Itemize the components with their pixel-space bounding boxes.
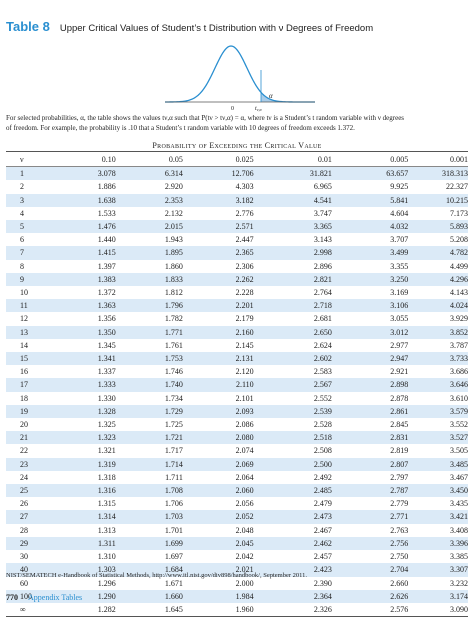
critical-value-cell: 2.718: [300, 299, 376, 312]
critical-value-cell: 1.303: [84, 563, 151, 576]
critical-value-cell: 1.345: [97, 340, 116, 350]
table-row: [6, 246, 468, 259]
critical-value-cell: 2.000: [235, 578, 254, 588]
table-row: [6, 220, 468, 233]
critical-value-cell: 5.893: [436, 220, 468, 233]
critical-value-cell: 1.725: [164, 420, 183, 430]
critical-value-cell: 3.579: [436, 405, 468, 418]
table-body: [6, 167, 468, 617]
degrees-of-freedom-cell: 18: [20, 393, 28, 403]
section-heading: Probability of Exceeding the Critical Value: [152, 141, 322, 150]
critical-value-cell: 1.533: [97, 208, 116, 218]
critical-value-cell: 3.450: [436, 484, 468, 497]
critical-value-cell: 2.920: [164, 182, 183, 192]
table-row: [6, 444, 468, 457]
critical-value-cell: 1.984: [222, 590, 300, 603]
critical-value-cell: 2.660: [390, 578, 409, 588]
table-row: [6, 299, 468, 312]
critical-value-cell: 4.604: [390, 208, 409, 218]
critical-value-cell: 1.328: [84, 405, 151, 418]
critical-value-cell: 2.819: [390, 446, 409, 456]
table-row: [6, 273, 468, 286]
degrees-of-freedom-cell: 100: [6, 590, 84, 603]
critical-value-cell: 2.052: [222, 510, 300, 523]
degrees-of-freedom-cell: 19: [6, 405, 84, 418]
critical-value-cell: 1.796: [151, 299, 222, 312]
column-header-0.005: 0.005: [376, 153, 436, 167]
table-row: [6, 392, 468, 405]
critical-value-cell: 1.397: [97, 261, 116, 271]
critical-value-cell: 3.421: [436, 510, 468, 523]
table-row: [6, 286, 468, 299]
degrees-of-freedom-cell: 25: [6, 484, 84, 497]
degrees-of-freedom-cell: 12: [20, 314, 28, 324]
critical-value-cell: 1.314: [84, 510, 151, 523]
critical-value-cell: 3.078: [84, 167, 151, 181]
column-header-0.10: 0.10: [84, 153, 151, 167]
critical-value-cell: 2.364: [300, 590, 376, 603]
critical-value-cell: 1.310: [97, 552, 116, 562]
critical-value-cell: 2.552: [313, 393, 332, 403]
degrees-of-freedom-cell: 3: [6, 194, 84, 207]
critical-value-cell: 2.485: [300, 484, 376, 497]
critical-value-cell: 1.703: [151, 510, 222, 523]
page-footer: [6, 593, 82, 602]
header-row: [6, 153, 468, 167]
critical-value-cell: 2.228: [235, 288, 254, 298]
critical-value-cell: 2.571: [222, 220, 300, 233]
critical-value-cell: 3.143: [313, 235, 332, 245]
degrees-of-freedom-cell: 11: [6, 299, 84, 312]
table-row: [6, 603, 468, 617]
critical-value-cell: 2.528: [313, 420, 332, 430]
critical-value-cell: 2.567: [300, 378, 376, 391]
critical-value-cell: 2.947: [376, 352, 436, 365]
column-header-0.01: 0.01: [300, 153, 376, 167]
critical-value-cell: 2.131: [222, 352, 300, 365]
critical-value-cell: 3.396: [436, 537, 468, 550]
degrees-of-freedom-cell: 7: [6, 246, 84, 259]
table-row: [6, 352, 468, 365]
degrees-of-freedom-cell: 22: [20, 446, 28, 456]
critical-value-cell: 2.821: [300, 273, 376, 286]
critical-value-cell: 1.296: [97, 578, 116, 588]
table-row: [6, 312, 468, 325]
critical-value-cell: 2.353: [151, 194, 222, 207]
critical-value-cell: 2.306: [235, 261, 254, 271]
critical-value-cell: 2.473: [300, 510, 376, 523]
degrees-of-freedom-cell: 6: [20, 235, 24, 245]
degrees-of-freedom-cell: 9: [6, 273, 84, 286]
table-row: [6, 471, 468, 484]
critical-value-cell: 2.120: [235, 367, 254, 377]
critical-value-cell: 3.435: [450, 499, 468, 509]
critical-value-cell: 2.365: [222, 246, 300, 259]
critical-value-cell: 1.313: [97, 525, 116, 535]
degrees-of-freedom-cell: 13: [6, 326, 84, 339]
critical-value-cell: 2.771: [376, 510, 436, 523]
footer-section-label: Appendix Tables: [28, 593, 83, 602]
table-row: [6, 497, 468, 510]
t-symbol: t: [255, 106, 257, 112]
critical-value-cell: 2.861: [376, 405, 436, 418]
degrees-of-freedom-cell: 30: [20, 552, 28, 562]
critical-value-cell: 1.684: [151, 563, 222, 576]
critical-value-cell: 1.746: [164, 367, 183, 377]
degrees-of-freedom-cell: 28: [20, 525, 28, 535]
degrees-of-freedom-cell: 21: [6, 431, 84, 444]
critical-value-cell: 2.756: [376, 537, 436, 550]
critical-value-cell: 1.740: [151, 378, 222, 391]
critical-value-cell: 1.721: [151, 431, 222, 444]
critical-value-cell: 2.101: [235, 393, 254, 403]
degrees-of-freedom-cell: 29: [6, 537, 84, 550]
critical-value-cell: 3.852: [436, 326, 468, 339]
critical-value-cell: 3.012: [376, 326, 436, 339]
critical-value-cell: 4.499: [450, 261, 468, 271]
critical-value-cell: 318.313: [436, 167, 468, 181]
table-row: [6, 524, 468, 537]
critical-value-cell: 2.132: [164, 208, 183, 218]
source-citation: NIST/SEMATECH e-Handbook of Statistical Methods, http://www.itl.nist.gov/div898/handbook/, September 2011.: [6, 572, 308, 579]
degrees-of-freedom-cell: 8: [20, 261, 24, 271]
critical-value-cell: 1.318: [97, 472, 116, 482]
critical-value-cell: 1.325: [97, 420, 116, 430]
critical-value-cell: 1.356: [97, 314, 116, 324]
table-row: [6, 378, 468, 391]
critical-value-cell: 7.173: [450, 208, 468, 218]
column-header-nu: ν: [6, 153, 84, 167]
critical-value-cell: 1.701: [164, 525, 183, 535]
critical-value-cell: 3.250: [376, 273, 436, 286]
critical-value-cell: 1.711: [165, 472, 183, 482]
degrees-of-freedom-cell: 1: [6, 167, 84, 181]
critical-value-cell: 2.467: [313, 525, 332, 535]
critical-value-cell: 1.316: [84, 484, 151, 497]
critical-value-cell: 2.060: [222, 484, 300, 497]
critical-value-cell: 2.447: [235, 235, 254, 245]
critical-value-cell: 1.415: [84, 246, 151, 259]
critical-value-cell: 3.485: [436, 458, 468, 471]
critical-value-cell: 1.660: [151, 590, 222, 603]
degrees-of-freedom-cell: 2: [20, 182, 24, 192]
table-row: [6, 550, 468, 563]
critical-value-cell: 2.583: [313, 367, 332, 377]
table-row: [6, 365, 468, 378]
table-number: Table 8: [6, 19, 50, 34]
critical-value-cell: 2.069: [222, 458, 300, 471]
critical-value-cell: 1.350: [84, 326, 151, 339]
critical-value-cell: 1.440: [97, 235, 116, 245]
critical-value-cell: 1.717: [164, 446, 183, 456]
critical-value-cell: 2.898: [376, 378, 436, 391]
critical-value-cell: 3.182: [222, 194, 300, 207]
critical-value-cell: 31.821: [300, 167, 376, 181]
degrees-of-freedom-cell: ∞: [6, 603, 84, 617]
critical-value-cell: 3.090: [436, 603, 468, 617]
critical-value-cell: 1.290: [84, 590, 151, 603]
critical-value-cell: 3.174: [436, 590, 468, 603]
critical-value-cell: 1.753: [151, 352, 222, 365]
degrees-of-freedom-cell: 14: [20, 340, 28, 350]
degrees-of-freedom-cell: 4: [20, 208, 24, 218]
critical-value-cell: 2.093: [222, 405, 300, 418]
critical-value-cell: 1.960: [222, 603, 300, 617]
table-row: [6, 537, 468, 550]
critical-value-cell: 4.303: [235, 182, 254, 192]
degrees-of-freedom-cell: 40: [6, 563, 84, 576]
degrees-of-freedom-cell: 24: [20, 472, 28, 482]
table-row: [6, 233, 468, 246]
column-header-0.025: 0.025: [222, 153, 300, 167]
critical-value-cell: 1.895: [151, 246, 222, 259]
critical-value-cell: 2.602: [300, 352, 376, 365]
critical-value-cell: 3.733: [436, 352, 468, 365]
critical-value-cell: 2.763: [390, 525, 409, 535]
critical-value-cell: 1.812: [164, 288, 183, 298]
critical-value-cell: 1.323: [84, 431, 151, 444]
critical-value-cell: 2.110: [222, 378, 300, 391]
critical-value-cell: 4.296: [436, 273, 468, 286]
critical-value-cell: 5.208: [450, 235, 468, 245]
critical-value-cell: 3.686: [450, 367, 468, 377]
critical-value-cell: 2.080: [222, 431, 300, 444]
table-row: [6, 260, 468, 273]
critical-value-cell: 12.706: [222, 167, 300, 181]
critical-value-cell: 3.355: [390, 261, 409, 271]
critical-value-cell: 2.262: [222, 273, 300, 286]
critical-value-cell: 6.965: [313, 182, 332, 192]
description: [6, 113, 468, 133]
t-subscript: ν,α: [256, 107, 262, 112]
table-row: [6, 405, 468, 418]
critical-value-cell: 2.797: [390, 472, 409, 482]
critical-value-cell: 22.327: [446, 182, 468, 192]
critical-value-cell: 3.499: [376, 246, 436, 259]
critical-value-cell: 1.321: [97, 446, 116, 456]
critical-value-cell: 3.408: [450, 525, 468, 535]
table-row: [6, 510, 468, 523]
critical-value-cell: 2.179: [235, 314, 254, 324]
critical-value-cell: 1.315: [97, 499, 116, 509]
critical-value-cell: 5.841: [376, 194, 436, 207]
critical-value-cell: 3.747: [313, 208, 332, 218]
critical-value-cell: 2.998: [300, 246, 376, 259]
critical-value-cell: 2.462: [300, 537, 376, 550]
critical-value-cell: 2.021: [222, 563, 300, 576]
critical-values-table: [6, 153, 468, 617]
critical-value-cell: 2.042: [235, 552, 254, 562]
critical-value-cell: 3.232: [450, 578, 468, 588]
critical-value-cell: 10.215: [436, 194, 468, 207]
critical-value-cell: 3.610: [450, 393, 468, 403]
critical-value-cell: 2.086: [235, 420, 254, 430]
table-row: [6, 458, 468, 471]
critical-value-cell: 2.500: [300, 458, 376, 471]
critical-value-cell: 1.708: [151, 484, 222, 497]
critical-value-cell: 3.169: [390, 288, 409, 298]
critical-value-cell: 2.457: [313, 552, 332, 562]
critical-value-cell: 2.750: [390, 552, 409, 562]
critical-value-cell: 2.896: [313, 261, 332, 271]
critical-value-cell: 2.508: [313, 446, 332, 456]
critical-value-cell: 2.390: [313, 578, 332, 588]
critical-value-cell: 1.363: [84, 299, 151, 312]
critical-value-cell: 1.714: [151, 458, 222, 471]
critical-value-cell: 1.860: [164, 261, 183, 271]
critical-value-cell: 2.977: [390, 340, 409, 350]
critical-value-cell: 3.385: [450, 552, 468, 562]
critical-value-cell: 2.787: [376, 484, 436, 497]
degrees-of-freedom-cell: 20: [20, 420, 28, 430]
degrees-of-freedom-cell: 27: [6, 510, 84, 523]
critical-value-cell: 2.878: [390, 393, 409, 403]
critical-value-cell: 1.671: [164, 578, 183, 588]
critical-value-cell: 2.807: [376, 458, 436, 471]
critical-value-cell: 1.330: [97, 393, 116, 403]
table-row: [6, 484, 468, 497]
critical-value-cell: 3.307: [436, 563, 468, 576]
degrees-of-freedom-cell: 16: [20, 367, 28, 377]
critical-value-cell: 1.697: [164, 552, 183, 562]
table-row: [6, 167, 468, 181]
critical-value-cell: 4.032: [376, 220, 436, 233]
critical-value-cell: 2.704: [376, 563, 436, 576]
critical-value-cell: 1.943: [164, 235, 183, 245]
critical-value-cell: 1.699: [151, 537, 222, 550]
critical-value-cell: 2.201: [222, 299, 300, 312]
column-header-0.001: 0.001: [436, 153, 468, 167]
table-row: [6, 194, 468, 207]
critical-value-cell: 1.782: [164, 314, 183, 324]
degrees-of-freedom-cell: 15: [6, 352, 84, 365]
critical-value-cell: 2.576: [376, 603, 436, 617]
description-line-1: For selected probabilities, α, the table shows the values tν,α such that P(tν > tν,α) = α, where tν is a Student’s t random variable with ν degrees: [6, 114, 405, 122]
table-row: [6, 326, 468, 339]
critical-value-cell: 1.886: [97, 182, 116, 192]
critical-value-cell: 1.645: [151, 603, 222, 617]
critical-value-cell: 2.845: [390, 420, 409, 430]
critical-value-cell: 2.518: [300, 431, 376, 444]
critical-value-cell: 2.423: [300, 563, 376, 576]
t-distribution-figure: [165, 40, 315, 112]
page-number: 770: [6, 593, 18, 602]
critical-value-cell: 6.314: [151, 167, 222, 181]
critical-value-cell: 3.787: [450, 340, 468, 350]
table-row: [6, 431, 468, 444]
degrees-of-freedom-cell: 10: [20, 288, 28, 298]
critical-value-cell: 63.657: [376, 167, 436, 181]
critical-value-cell: 3.707: [390, 235, 409, 245]
critical-value-cell: 1.771: [151, 326, 222, 339]
critical-value-cell: 2.492: [313, 472, 332, 482]
critical-value-cell: 2.681: [313, 314, 332, 324]
critical-value-cell: 3.467: [450, 472, 468, 482]
critical-value-cell: 1.383: [84, 273, 151, 286]
critical-value-cell: 1.729: [151, 405, 222, 418]
critical-value-cell: 3.055: [390, 314, 409, 324]
critical-value-cell: 3.527: [436, 431, 468, 444]
critical-value-cell: 3.646: [436, 378, 468, 391]
critical-value-cell: 2.831: [376, 431, 436, 444]
alpha-label: α: [269, 92, 273, 100]
critical-value-cell: 4.782: [436, 246, 468, 259]
critical-value-cell: 2.650: [300, 326, 376, 339]
critical-value-cell: 2.921: [390, 367, 409, 377]
critical-value-cell: 4.024: [436, 299, 468, 312]
critical-value-cell: 1.282: [84, 603, 151, 617]
critical-value-cell: 1.341: [84, 352, 151, 365]
critical-value-cell: 1.333: [84, 378, 151, 391]
critical-value-cell: 2.145: [235, 340, 254, 350]
critical-value-cell: 3.365: [300, 220, 376, 233]
critical-value-cell: 2.045: [222, 537, 300, 550]
critical-value-cell: 2.064: [235, 472, 254, 482]
t-critical-label: [255, 106, 262, 112]
table-row: [6, 207, 468, 220]
table-row: [6, 180, 468, 193]
critical-value-cell: 2.326: [300, 603, 376, 617]
critical-value-cell: 3.552: [450, 420, 468, 430]
critical-value-cell: 2.779: [390, 499, 409, 509]
table-title: Upper Critical Values of Student’s t Distribution with ν Degrees of Freedom: [59, 23, 374, 34]
degrees-of-freedom-cell: 60: [20, 578, 28, 588]
critical-value-cell: 1.311: [84, 537, 151, 550]
density-curve: [165, 46, 315, 102]
column-header-0.05: 0.05: [151, 153, 222, 167]
critical-value-cell: 3.505: [450, 446, 468, 456]
critical-value-cell: 2.626: [376, 590, 436, 603]
degrees-of-freedom-cell: 5: [6, 220, 84, 233]
critical-value-cell: 2.048: [235, 525, 254, 535]
critical-value-cell: 2.776: [235, 208, 254, 218]
critical-value-cell: 1.372: [97, 288, 116, 298]
critical-value-cell: 4.541: [300, 194, 376, 207]
critical-value-cell: 4.143: [450, 288, 468, 298]
description-line-2: of freedom. For example, the probability is .10 that a Student’s t random variable with 10 degrees of freedom exceeds 1.372.: [6, 124, 355, 132]
critical-value-cell: 1.761: [164, 340, 183, 350]
critical-value-cell: 3.106: [376, 299, 436, 312]
critical-value-cell: 2.764: [313, 288, 332, 298]
critical-value-cell: 1.706: [164, 499, 183, 509]
critical-value-cell: 2.479: [313, 499, 332, 509]
critical-value-cell: 1.319: [84, 458, 151, 471]
degrees-of-freedom-cell: 23: [6, 458, 84, 471]
critical-value-cell: 1.476: [84, 220, 151, 233]
zero-label: 0: [231, 106, 234, 112]
critical-value-cell: 9.925: [390, 182, 409, 192]
critical-value-cell: 3.929: [450, 314, 468, 324]
critical-value-cell: 2.074: [235, 446, 254, 456]
degrees-of-freedom-cell: 26: [20, 499, 28, 509]
critical-value-cell: 2.539: [300, 405, 376, 418]
table-row: [6, 418, 468, 431]
critical-value-cell: 1.337: [97, 367, 116, 377]
critical-value-cell: 2.624: [313, 340, 332, 350]
critical-value-cell: 1.638: [84, 194, 151, 207]
critical-value-cell: 2.056: [235, 499, 254, 509]
critical-value-cell: 1.734: [164, 393, 183, 403]
table-title-row: [6, 18, 373, 36]
critical-value-cell: 1.833: [151, 273, 222, 286]
top-rule: [6, 151, 468, 152]
critical-value-cell: 2.160: [222, 326, 300, 339]
table-row: [6, 339, 468, 352]
degrees-of-freedom-cell: 17: [6, 378, 84, 391]
critical-value-cell: 2.015: [151, 220, 222, 233]
